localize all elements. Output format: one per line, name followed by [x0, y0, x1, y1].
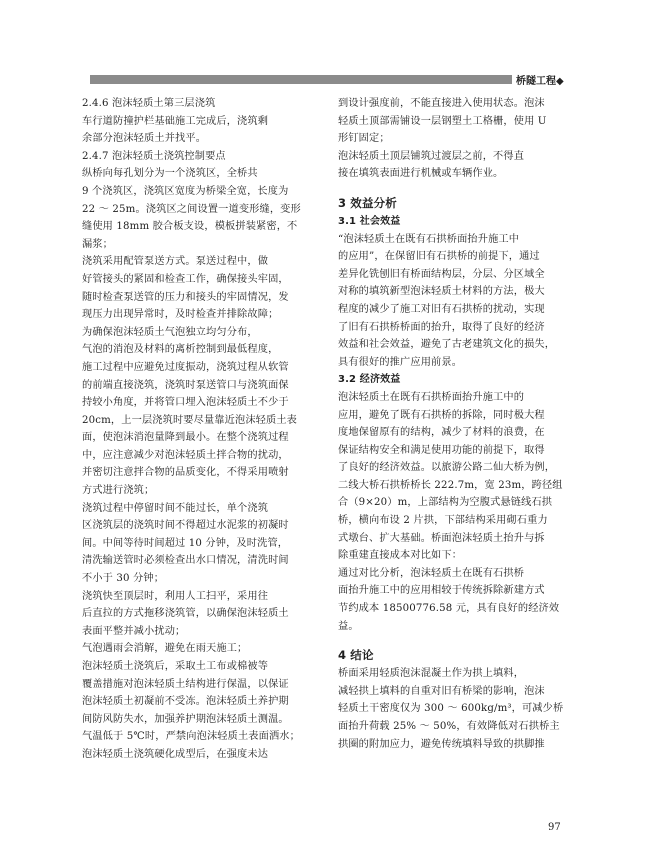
- text-line: 漏浆；: [82, 238, 114, 250]
- text-line: 并密切注意拌合物的品质变化，不得采用喷射: [82, 467, 289, 479]
- text-line: 节约成本 18500776.58 元，具有良好的经济效: [338, 603, 560, 615]
- text-line: 现压力出现异常时，及时检查并排除故障；: [82, 309, 279, 321]
- text-line: 泡沫轻质土浇筑硬化成型后，在强度未达: [82, 748, 269, 760]
- text-line: 式墩台、扩大基础。桥面泡沫轻质土抬升与拆: [338, 532, 545, 544]
- text-line: 通过对比分析，泡沫轻质土在既有石拱桥: [338, 567, 525, 579]
- text-line: 9 个浇筑区，浇筑区宽度为桥梁全宽，长度为: [82, 185, 289, 197]
- text-line: 保证结构安全和满足使用功能的前提下，取得: [338, 444, 545, 456]
- section-3-2-heading: 3.2 经济效益: [338, 374, 401, 386]
- text-line: 浇筑采用配管泵送方式。泵送过程中，做: [82, 256, 269, 268]
- text-line: 度地保留原有的结构，减少了材料的浪费，在: [338, 427, 545, 439]
- text-line: 减轻拱上填料的自重对旧有桥梁的影响，泡沫: [338, 685, 545, 697]
- left-column: [82, 95, 330, 764]
- text-line: 区浇筑层的浇筑时间不得超过水泥浆的初凝时: [82, 520, 289, 532]
- text-line: 好管接头的紧固和检查工作，确保接头牢固，: [82, 273, 289, 285]
- text-line: 拱圈的附加应力，避免传统填料导致的拱脚推: [338, 738, 545, 750]
- text-line: 到设计强度前，不能直接进入使用状态。泡沫: [338, 98, 545, 109]
- text-line: 为确保泡沫轻质土气泡独立均匀分布，: [82, 326, 258, 338]
- text-line: 施工过程中应避免过度振动，浇筑过程从软管: [82, 361, 289, 373]
- text-line: 轻质土干密度仅为 300 ～ 600kg/m³，可减少桥: [338, 703, 564, 715]
- text-line: 轻质土顶部需铺设一层钢塑土工格栅，使用 U: [338, 115, 547, 127]
- subsection-2-4-6-heading: 2.4.6 泡沫轻质土第三层浇筑: [82, 98, 216, 109]
- text-line: 的应用”，在保留旧有石拱桥的前提下，通过: [338, 251, 540, 263]
- text-line: 间防风防失水，加强养护期泡沫轻质土测温。: [82, 713, 289, 725]
- subsection-2-4-7-heading: 2.4.7 泡沫轻质土浇筑控制要点: [82, 150, 226, 162]
- text-line: 接在填筑表面进行机械或车辆作业。: [338, 168, 504, 180]
- text-line: 22 ～ 25m。浇筑区之间设置一道变形缝，变形: [82, 203, 301, 215]
- text-line: 二线大桥石拱桥桥长 222.7m，宽 23m，跨径组: [338, 479, 563, 491]
- header-rule: [90, 75, 512, 84]
- text-line: 效益和社会效益，避免了古老建筑文化的损失，: [338, 339, 556, 351]
- text-line: 了旧有石拱桥桥面的抬升，取得了良好的经济: [338, 321, 545, 333]
- text-line: 的前端直接浇筑，浇筑时泵送管口与浇筑面保: [82, 379, 289, 391]
- text-line: 面抬升施工中的应用相较于传统拆除新建方式: [338, 585, 545, 597]
- text-line: 余部分泡沫轻质土并找平。: [82, 133, 207, 145]
- text-line: 气泡遇雨会消解，避免在雨天施工；: [82, 643, 248, 655]
- text-line: 除重建直接成本对比如下：: [338, 550, 463, 562]
- text-line: 泡沫轻质土初凝前不受冻。泡沫轻质土养护期: [82, 696, 289, 708]
- text-line: 形钉固定；: [338, 133, 390, 145]
- text-line: 覆盖措施对泡沫轻质土结构进行保温，以保证: [82, 678, 289, 690]
- text-line: 面抬升荷载 25% ～ 50%，有效降低对石拱桥主: [338, 721, 560, 732]
- section-3-heading: 3 效益分析: [338, 195, 397, 210]
- text-line: 泡沫轻质土顶层铺筑过渡层之前，不得直: [338, 150, 525, 162]
- section-3-1-heading: 3.1 社会效益: [338, 215, 401, 227]
- page-number: 97: [548, 822, 561, 833]
- text-line: 随时检查泵送管的压力和接头的牢固情况，发: [82, 291, 289, 303]
- text-line: 后直拉的方式拖移浇筑管，以确保泡沫轻质土: [82, 608, 289, 620]
- text-line: 表面平整并减小扰动；: [82, 625, 186, 637]
- text-line: 浇筑过程中停留时间不能过长，单个浇筑: [82, 502, 269, 514]
- text-line: 对称的填筑新型泡沫轻质土材料的方法，极大: [338, 286, 545, 298]
- text-line: 浇筑快至顶层时，利用人工扫平，采用往: [82, 590, 269, 602]
- text-line: 20cm，上一层浇筑时要尽量靠近泡沫轻质土表: [82, 414, 298, 426]
- text-line: 间。中间等待时间超过 10 分钟，及时洗管，: [82, 537, 289, 549]
- text-line: 中，应注意减少对泡沫轻质土拌合物的扰动，: [82, 449, 289, 461]
- text-line: 具有很好的推广应用前景。: [338, 356, 463, 368]
- text-line: 桥，横向布设 2 片拱，下部结构采用砌石重力: [338, 515, 548, 527]
- text-line: 清洗输送管时必须检查出水口情况，清洗时间: [82, 555, 289, 567]
- text-line: 车行道防撞护栏基础施工完成后，浇筑剩: [82, 115, 269, 127]
- text-line: 应用，避免了既有石拱桥的拆除，同时极大程: [338, 409, 545, 421]
- text-line: 气泡的消泡及材料的离析控制到最低程度，: [82, 344, 279, 356]
- text-line: 面，使泡沫消泡量降到最小。在整个浇筑过程: [82, 432, 289, 444]
- section-4-heading: 4 结论: [338, 648, 374, 663]
- text-line: 差异化铣刨旧有桥面结构层，分层、分区域全: [338, 268, 545, 280]
- text-line: 泡沫轻质土在既有石拱桥面抬升施工中的: [338, 391, 525, 403]
- text-line: 不小于 30 分钟；: [82, 573, 165, 585]
- text-line: 程度的减少了施工对旧有石拱桥的扰动，实现: [338, 303, 545, 315]
- text-line: “泡沫轻质土在既有石拱桥面抬升施工中: [338, 233, 520, 245]
- text-line: 气温低于 5℃时，严禁向泡沫轻质土表面洒水；: [82, 731, 300, 743]
- text-line: 益。: [338, 620, 359, 632]
- text-line: 了良好的经济效益。以旅游公路二仙大桥为例，: [338, 462, 556, 474]
- text-line: 桥面采用轻质泡沫混凝土作为拱上填料，: [338, 668, 525, 680]
- text-line: 方式进行浇筑；: [82, 485, 155, 497]
- journal-section-label: 桥隧工程◆: [516, 76, 564, 87]
- text-line: 泡沫轻质土浇筑后，采取土工布或棉被等: [82, 661, 269, 672]
- text-line: 持较小角度，并将管口埋入泡沫轻质土不少于: [82, 397, 289, 409]
- text-line: 缝使用 18mm 胶合板支设，模板拼装紧密，不: [82, 221, 298, 233]
- right-column: [338, 95, 568, 753]
- text-line: 纵桥向每孔划分为一个浇筑区，全桥共: [82, 168, 258, 180]
- text-line: 合（9×20）m，上部结构为空腹式悬链线石拱: [338, 497, 553, 509]
